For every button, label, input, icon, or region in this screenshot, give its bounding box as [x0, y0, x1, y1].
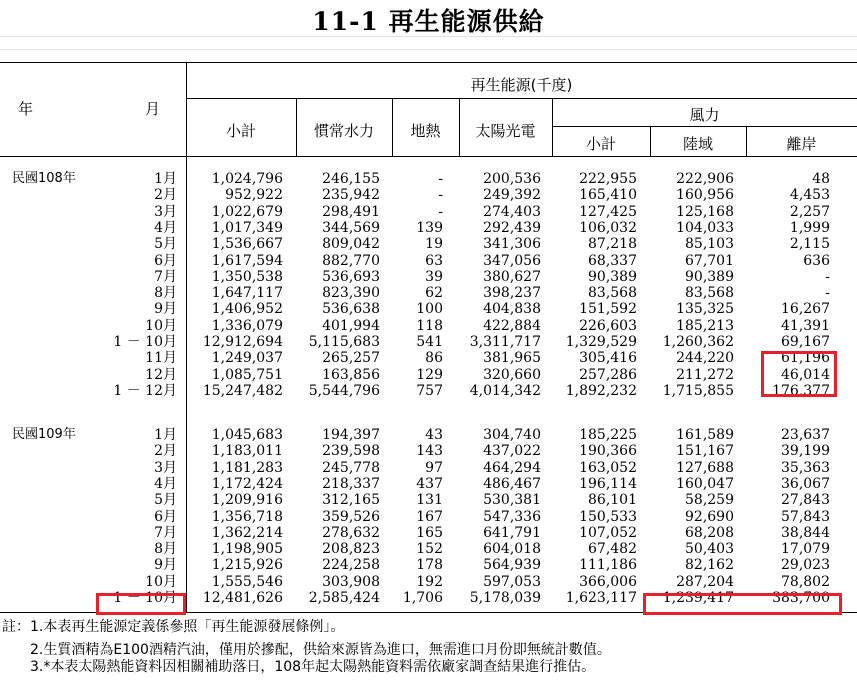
hydro-cell: 5,544,796 [308, 382, 380, 399]
header-solar: 太陽光電 [475, 122, 536, 140]
offshore-cell: 39,199 [781, 443, 830, 460]
hydro-cell: 218,337 [322, 475, 380, 492]
wind-cell: 165,410 [579, 187, 637, 204]
geo-cell: 129 [416, 366, 443, 383]
table-row [0, 525, 857, 541]
geo-cell: 167 [416, 508, 443, 525]
onshore-cell: 135,325 [676, 301, 734, 318]
subtotal-cell: 1,209,916 [211, 492, 283, 509]
offshore-cell: 4,453 [789, 187, 830, 204]
offshore-cell: 48 [812, 171, 830, 187]
highlight-box-offshore-108 [761, 351, 837, 397]
geo-cell: - [438, 203, 443, 220]
subtotal-cell: 1,647,117 [211, 285, 283, 302]
subtotal-cell: 952,922 [225, 187, 283, 204]
header-geo: 地熱 [410, 122, 441, 140]
offshore-cell: 57,843 [781, 508, 830, 525]
solar-cell: 597,053 [483, 573, 541, 590]
wind-cell: 305,416 [579, 350, 637, 367]
subtotal-cell: 1,555,546 [211, 573, 283, 590]
header-wind: 風力 [689, 106, 720, 124]
offshore-cell: 69,167 [781, 334, 830, 350]
subtotal-cell: 12,912,694 [202, 334, 283, 350]
solar-cell: 274,403 [483, 203, 541, 220]
geo-cell: 19 [425, 236, 443, 253]
solar-cell: 604,018 [483, 541, 541, 558]
wind-cell: 257,286 [579, 366, 637, 383]
onshore-cell: 287,204 [676, 573, 734, 590]
hydro-cell: 312,165 [322, 492, 380, 509]
solar-cell: 422,884 [483, 317, 541, 334]
month-cell: 5月 [154, 236, 177, 253]
wind-cell: 68,337 [588, 252, 637, 269]
geo-cell: - [438, 171, 443, 187]
table-row [0, 236, 857, 252]
solar-cell: 530,381 [483, 492, 541, 509]
wind-cell: 150,533 [579, 508, 637, 525]
hydro-cell: 208,823 [322, 541, 380, 558]
geo-cell: 178 [416, 557, 443, 574]
month-cell: 7月 [154, 268, 177, 285]
solar-cell: 381,965 [483, 350, 541, 367]
solar-cell: 398,237 [483, 285, 541, 302]
subtotal-cell: 1,249,037 [211, 350, 283, 367]
onshore-cell: 58,259 [685, 492, 734, 509]
hydro-cell: 536,638 [322, 301, 380, 318]
onshore-cell: 83,568 [685, 285, 734, 302]
offshore-cell: 1,999 [789, 219, 830, 236]
onshore-cell: 222,906 [676, 171, 734, 187]
wind-cell: 83,568 [588, 285, 637, 302]
hydro-cell: 809,042 [322, 236, 380, 253]
month-cell: 12月 [145, 366, 177, 383]
offshore-cell: 36,067 [781, 475, 830, 492]
table-row [0, 285, 857, 301]
geo-cell: 165 [416, 524, 443, 541]
table-row [0, 476, 857, 492]
subtotal-cell: 1,406,952 [211, 301, 283, 318]
subtotal-cell: 1,362,214 [211, 524, 283, 541]
solar-cell: 547,336 [483, 508, 541, 525]
geo-cell: 63 [425, 252, 443, 269]
hydro-cell: 235,942 [322, 187, 380, 204]
month-cell: 10月 [145, 573, 177, 590]
subtotal-cell: 1,085,751 [211, 366, 283, 383]
onshore-cell: 125,168 [676, 203, 734, 220]
month-cell: 4月 [154, 475, 177, 492]
hydro-cell: 344,569 [322, 219, 380, 236]
onshore-cell: 1,239,417 [662, 590, 734, 606]
subtotal-cell: 1,350,538 [211, 268, 283, 285]
geo-cell: 43 [425, 427, 443, 443]
geo-cell: 541 [416, 334, 443, 350]
wind-cell: 106,032 [579, 219, 637, 236]
hydro-cell: 239,598 [322, 443, 380, 460]
onshore-cell: 161,589 [676, 427, 734, 443]
month-cell: 3月 [154, 203, 177, 220]
onshore-cell: 244,220 [676, 350, 734, 367]
month-cell: 1月 [154, 171, 177, 187]
header-month: 月 [145, 100, 161, 118]
subtotal-cell: 1,617,594 [211, 252, 283, 269]
highlight-box-month-109 [96, 593, 186, 615]
hydro-cell: 359,526 [322, 508, 380, 525]
solar-cell: 486,467 [483, 475, 541, 492]
wind-cell: 90,389 [588, 268, 637, 285]
wind-cell: 107,052 [579, 524, 637, 541]
wind-cell: 226,603 [579, 317, 637, 334]
month-cell: 1 － 12月 [113, 382, 177, 399]
onshore-cell: 85,103 [685, 236, 734, 253]
month-cell: 7月 [154, 524, 177, 541]
wind-cell: 1,623,117 [565, 590, 637, 606]
table-row [0, 334, 857, 350]
group-rule [186, 98, 857, 99]
table-row [0, 557, 857, 573]
header-hydro: 慣常水力 [313, 122, 374, 140]
month-cell: 8月 [154, 541, 177, 558]
onshore-cell: 211,272 [676, 366, 734, 383]
geo-cell: 118 [416, 317, 443, 334]
geo-cell: 139 [416, 219, 443, 236]
header-offshore: 離岸 [786, 135, 817, 153]
table-row [0, 427, 857, 443]
wind-cell: 111,186 [579, 557, 637, 574]
solar-cell: 347,056 [483, 252, 541, 269]
table-row [0, 253, 857, 269]
subtotal-cell: 1,022,679 [211, 203, 283, 220]
solar-cell: 641,791 [483, 524, 541, 541]
page-title: 11-1 再生能源供給 [312, 7, 545, 36]
year-label: 民國108年 [12, 171, 76, 186]
wind-cell: 196,114 [579, 475, 637, 492]
onshore-cell: 1,715,855 [662, 382, 734, 399]
offshore-cell: 46,014 [781, 366, 830, 383]
wind-cell: 127,425 [579, 203, 637, 220]
hydro-cell: 245,778 [322, 459, 380, 476]
subtotal-cell: 12,481,626 [202, 590, 283, 606]
geo-cell: - [438, 187, 443, 204]
geo-cell: 1,706 [402, 590, 443, 606]
onshore-cell: 92,690 [685, 508, 734, 525]
table-row [0, 367, 857, 383]
hydro-cell: 882,770 [322, 252, 380, 269]
wind-cell: 366,006 [579, 573, 637, 590]
hydro-cell: 194,397 [322, 427, 380, 443]
geo-cell: 97 [425, 459, 443, 476]
onshore-cell: 127,688 [676, 459, 734, 476]
header-subtotal: 小計 [225, 122, 256, 140]
table-row [0, 171, 857, 187]
subtotal-cell: 15,247,482 [202, 382, 283, 399]
offshore-cell: 78,802 [781, 573, 830, 590]
geo-cell: 100 [416, 301, 443, 318]
table-row [0, 492, 857, 508]
geo-cell: 131 [416, 492, 443, 509]
wind-sub-rule [552, 126, 857, 127]
month-cell: 6月 [154, 508, 177, 525]
month-cell: 5月 [154, 492, 177, 509]
hydro-cell: 401,994 [322, 317, 380, 334]
hydro-cell: 298,491 [322, 203, 380, 220]
solar-cell: 341,306 [483, 236, 541, 253]
hydro-cell: 5,115,683 [308, 334, 380, 350]
table-row [0, 187, 857, 203]
header-group: 再生能源(千度) [470, 76, 573, 94]
table-row [0, 574, 857, 590]
header-wind-subtotal: 小計 [585, 135, 616, 153]
solar-cell: 249,392 [483, 187, 541, 204]
offshore-cell: 29,023 [781, 557, 830, 574]
hydro-cell: 246,155 [322, 171, 380, 187]
onshore-cell: 1,260,362 [662, 334, 734, 350]
solar-cell: 292,439 [483, 219, 541, 236]
month-cell: 11月 [145, 350, 177, 367]
spreadsheet-gridlines [0, 36, 857, 62]
solar-cell: 3,311,717 [469, 334, 541, 350]
hydro-cell: 823,390 [322, 285, 380, 302]
hydro-cell: 265,257 [322, 350, 380, 367]
onshore-cell: 67,701 [685, 252, 734, 269]
wind-cell: 1,329,529 [565, 334, 637, 350]
note-1: 註：1.本表再生能源定義係參照「再生能源發展條例」。 [2, 619, 345, 635]
month-cell: 2月 [154, 443, 177, 460]
month-cell: 1 － 10月 [113, 590, 177, 606]
onshore-cell: 82,162 [685, 557, 734, 574]
subtotal-cell: 1,183,011 [211, 443, 283, 460]
solar-cell: 564,939 [483, 557, 541, 574]
subtotal-cell: 1,336,079 [211, 317, 283, 334]
solar-cell: 4,014,342 [469, 382, 541, 399]
geo-cell: 62 [425, 285, 443, 302]
hydro-cell: 224,258 [322, 557, 380, 574]
onshore-cell: 151,167 [676, 443, 734, 460]
month-cell: 3月 [154, 459, 177, 476]
onshore-cell: 160,956 [676, 187, 734, 204]
table-row [0, 460, 857, 476]
wind-cell: 190,366 [579, 443, 637, 460]
header-year: 年 [18, 100, 34, 118]
wind-cell: 86,101 [588, 492, 637, 509]
month-cell: 8月 [154, 285, 177, 302]
solar-cell: 404,838 [483, 301, 541, 318]
offshore-cell: 23,637 [781, 427, 830, 443]
table-row [0, 541, 857, 557]
header-bottom-rule [0, 156, 857, 157]
wind-cell: 222,955 [579, 171, 637, 187]
subtotal-cell: 1,356,718 [211, 508, 283, 525]
hydro-cell: 163,856 [322, 366, 380, 383]
table-row [0, 383, 857, 399]
subtotal-cell: 1,045,683 [211, 427, 283, 443]
month-cell: 6月 [154, 252, 177, 269]
offshore-cell: 2,257 [789, 203, 830, 220]
geo-cell: 757 [416, 382, 443, 399]
geo-cell: 152 [416, 541, 443, 558]
wind-cell: 185,225 [579, 427, 637, 443]
table-row [0, 269, 857, 285]
wind-cell: 151,592 [579, 301, 637, 318]
table-row [0, 204, 857, 220]
table-top-rule [0, 62, 857, 63]
table-row [0, 509, 857, 525]
geo-cell: 39 [425, 268, 443, 285]
offshore-cell: 35,363 [781, 459, 830, 476]
onshore-cell: 104,033 [676, 219, 734, 236]
offshore-cell: - [825, 268, 830, 285]
solar-cell: 5,178,039 [469, 590, 541, 606]
month-cell: 2月 [154, 187, 177, 204]
table-row [0, 220, 857, 236]
geo-cell: 192 [416, 573, 443, 590]
onshore-cell: 185,213 [676, 317, 734, 334]
offshore-cell: 383,700 [772, 590, 830, 606]
offshore-cell: 636 [803, 252, 830, 269]
subtotal-cell: 1,198,905 [211, 541, 283, 558]
hydro-cell: 278,632 [322, 524, 380, 541]
month-cell: 10月 [145, 317, 177, 334]
offshore-cell: 176,377 [772, 382, 830, 399]
offshore-cell: 17,079 [781, 541, 830, 558]
table-row [0, 318, 857, 334]
subtotal-cell: 1,536,667 [211, 236, 283, 253]
onshore-cell: 50,403 [685, 541, 734, 558]
onshore-cell: 68,208 [685, 524, 734, 541]
solar-cell: 304,740 [483, 427, 541, 443]
geo-cell: 86 [425, 350, 443, 367]
note-2: 2.生質酒精為E100酒精汽油，僅用於摻配，供給來源皆為進口，無需進口月份即無統計數值。 [2, 642, 611, 658]
solar-cell: 200,536 [483, 171, 541, 187]
hydro-cell: 303,908 [322, 573, 380, 590]
subtotal-cell: 1,215,926 [211, 557, 283, 574]
table-row [0, 350, 857, 366]
subtotal-cell: 1,172,424 [211, 475, 283, 492]
year-label: 民國109年 [12, 427, 76, 442]
month-cell: 1 － 10月 [113, 334, 177, 350]
subtotal-cell: 1,024,796 [211, 171, 283, 187]
onshore-cell: 160,047 [676, 475, 734, 492]
header-onshore: 陸域 [682, 135, 713, 153]
geo-cell: 143 [416, 443, 443, 460]
month-cell: 9月 [154, 301, 177, 318]
wind-cell: 87,218 [588, 236, 637, 253]
offshore-cell: 38,844 [781, 524, 830, 541]
highlight-box-wind-109 [643, 593, 842, 615]
hydro-cell: 536,693 [322, 268, 380, 285]
solar-cell: 464,294 [483, 459, 541, 476]
offshore-cell: 2,115 [789, 236, 830, 253]
month-cell: 4月 [154, 219, 177, 236]
wind-cell: 67,482 [588, 541, 637, 558]
wind-cell: 1,892,232 [565, 382, 637, 399]
offshore-cell: 61,196 [781, 350, 830, 367]
solar-cell: 380,627 [483, 268, 541, 285]
note-3: 3.*本表太陽熱能資料因相關補助落日，108年起太陽熱能資料需依廠家調查結果進行推估。 [2, 659, 596, 675]
onshore-cell: 90,389 [685, 268, 734, 285]
table-row [0, 443, 857, 459]
solar-cell: 320,660 [483, 366, 541, 383]
offshore-cell: 41,391 [781, 317, 830, 334]
offshore-cell: 27,843 [781, 492, 830, 509]
geo-cell: 437 [416, 475, 443, 492]
month-cell: 1月 [154, 427, 177, 443]
subtotal-cell: 1,017,349 [211, 219, 283, 236]
wind-cell: 163,052 [579, 459, 637, 476]
table-row [0, 301, 857, 317]
month-cell: 9月 [154, 557, 177, 574]
solar-cell: 437,022 [483, 443, 541, 460]
offshore-cell: - [825, 285, 830, 302]
subtotal-cell: 1,181,283 [211, 459, 283, 476]
offshore-cell: 16,267 [781, 301, 830, 318]
hydro-cell: 2,585,424 [308, 590, 380, 606]
